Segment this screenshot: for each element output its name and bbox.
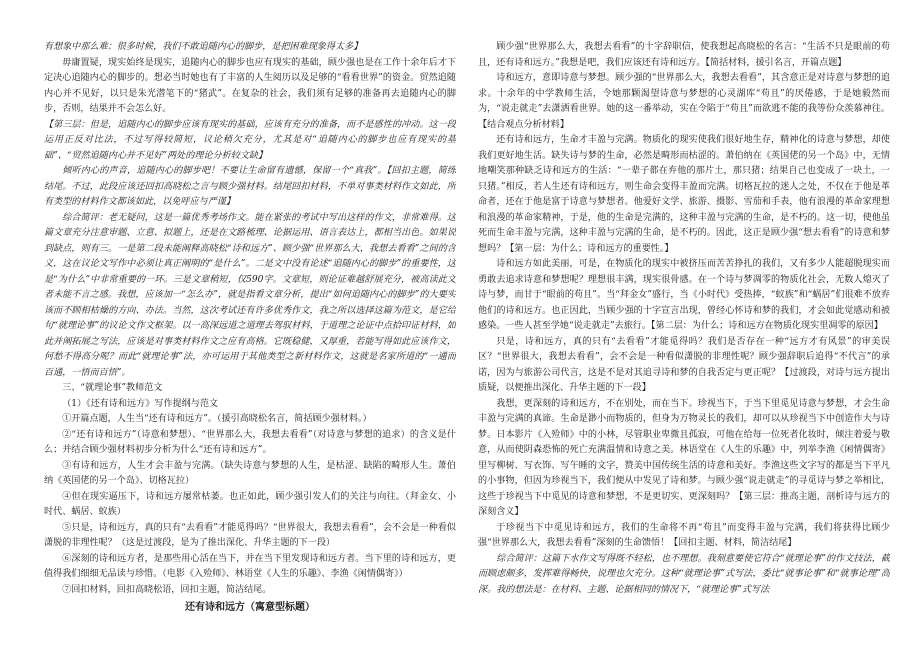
left-column-paragraph: ③有诗和远方，人生才会丰盈与完满。（缺失诗意与梦想的人生，是枯涩、缺陷的畸形人生。萧伯纳《英国佬的另一个岛》、切格瓦拉） xyxy=(44,460,456,486)
right-column-paragraph: 我想，更深刻的诗和远方，不在别处，而在当下。珍视当下，于当下里觅见诗意与梦想，才会生命丰盈与完满的真谛。生命是渺小而物质的，但身为万物灵长的我们，却可以从珍视当下中创造作大与诗梦。日本影片《入殓师》中的小林，尽管职业卑微且孤寂，可他在给每一位死者化妆时，倾注着爱与敬意，从而使阴森恐怖的死亡充满温情和诗意之美。林语堂在《人生的乐趣》中，列举李渔《闲情偶寄》里写柳树、写衣饰、写午睡的文字，赞美中国传统生活的诗意和美好。李渔这些文字写的都是当下平凡的小事物，但因为珍视当下，我们便从中发见了诗和梦。与顾少强“说走就走”的寻觅诗与梦之举相比，这些于珍视当下中觅见的诗意和梦想，不是更切实、更深刻吗？【第三层：推高主题，剖析诗与远方的深刻含义】 xyxy=(478,398,890,517)
left-column-paragraph: （1）《还有诗和远方》写作提纲与范文 xyxy=(62,398,219,409)
left-column-paragraph: 倾听内心的声音，追随内心的脚步吧！不要让生命留有遗憾，保留一个“真我”。【回扣主题，简练结尾。不过，此段应该还回扣高晓松之言与顾少强材料。结尾回扣材料，不单对事类材料作文如此，所有类型的材料作文都该如此，以免呼应与严谨】 xyxy=(44,166,456,207)
left-column-paragraph: ⑥深刻的诗和远方者，是那些用心活在当下，并在当下里发现诗和远方者。当下里的诗和远方，更值得我们细细无品读与珍惜。（电影《入殓师》、林语堂《人生的乐趣》、李渔《闲情偶寄》） xyxy=(44,553,456,579)
left-column-paragraph: 毋庸置疑，现实始终是现实，追随内心的脚步也应有现实的基础，顾少强也是在工作十余年后才下定决心追随内心的脚步的。想必当时她也有了丰富的人生阅历以及足够的“看看世界”的资金。贸然追随内心并不见好，以只是朱光潜笔下的“猪武”。在复杂的社会，我们须有足够的准备再去追随内心的脚步，否则，结果并不会怎么好。 xyxy=(44,57,456,114)
left-column-paragraph: ①开篇点题，人生当“还有诗和远方”。（援引高晓松名言，简括顾少强材料。） xyxy=(62,414,372,424)
left-column-paragraph: ④但在现实逼压下，诗和远方屡常枯萎。也正如此，顾少强引发人们的关注与向往。（拜金女、小时代、蜗居、蚁族） xyxy=(44,491,456,517)
right-column xyxy=(478,40,890,640)
left-column xyxy=(44,40,456,640)
left-column-paragraph: 三、“就理论事”教师范文 xyxy=(62,383,163,393)
right-column-paragraph: 只是，诗和远方，真的只有“去看看”才能觅得吗？我们是否存在一种“远方才有风景”的审美误区？“世界很大，我想去看看”，会不会是一种看似潇脱的非理性呢？顾少强辞职后追得“不代言”的承诺，因为与旅游公司代言，这是不是对其追寻诗和梦的自我否定与更正呢？【过渡段，对诗与远方提出质疑，以便推出深化、升华主题的下一段】 xyxy=(478,336,890,393)
left-column-paragraph: 综合简评：老无疑问，这是一篇优秀考场作文。能在紧张的考试中写出这样的作文，非常难得。这篇文章充分注意审题、立意、拟题上，还是在文路梳理、论据运用、语言表达上，都相当出色。如果说到缺点，则有三。一是第二段未能阐释高晓松“诗和远方”、顾少强“世界那么大，我想去看看”之间的含义，这在议论文写作中必须让真正阐明的“是什么”。二是文中没有论述“追随内心的脚步”的重要性，这是“为什么”中非常重要的一环。三是文章稍短，仅590字。文章短，则论证难越舒展充分，被高读此文者未能不言之感。我想，应该加一“怎么办”，就是指看文章分析，提出“如何追随内心的脚步”的大要实该而不顾相枯燥的方向、办法。当然，这次考试还有许多优秀作文，我之所以选择这篇为范文，是它给句“就理论事”的议论文作文框架。以一高深远道之道理去驾驭材料，于道理之论证中点拾印证材料，如此并阐拓展之写法，应该是对事类材料作文之应有高格。它既稳健，又厚重，若能写得如此应该作文，何愁不得高分呢？而此“就理论事”法，亦可运用于其他类型之新材料作文，这就是名家所道的“一通而百通，一悟而百悟”。 xyxy=(44,212,456,378)
right-column-paragraph: 还有诗和远方，生命才丰盈与完满。物质化的现实使我们很好地生存，精神化的诗意与梦想，却使我们更好地生活。缺失诗与梦的生命，必然是畸形而枯涩的。萧伯纳在《英国佬的另一个岛》中，无情地嘲笑那种缺乏诗和远方的生活：“一辈子都在弃他的那片土，那只猪；结果自己也变成了一块土，一只猪。”相反，若人生还有诗和远方，则生命会变得丰盈而完满。切格瓦拉的迷人之处，不仅在于他是革命者，还在于他是富于诗意与梦想者。他爱好文学、旅游、摄影、雪茄和手表，他有浪漫的革命家理想和浪漫的革命家精神，于是，他的生命是完满的，这种丰盈与完满的生命，是不朽的。这一切，使他虽死而生命丰盈与完满，这种丰盈与完满的生命，是不朽的。因此，这正是顾少强“想去看看”的诗意和梦想吗？【第一层：为什么；诗和远方的重要性。】 xyxy=(478,135,890,254)
right-column-paragraph: 诗和远方，意即诗意与梦想。顾少强的“世界那么大，我想去看看”，其含意正是对诗意与梦想的追求。十余年的中学教师生活，令她那颗渴望诗意与梦想的心灵湖库“苟且”的厌倦感，于是她毅然而为，“说走就走”去潇洒看世界。她的这一番举动，实在令陷于“苟且”而欲逃不能的我等份众羡慕神往。【结合观点分析材料】 xyxy=(478,73,890,130)
left-column-paragraph: ⑤只是，诗和远方，真的只有“去看看”才能觅得吗？“世界很大，我想去看看”，会不会是一种看似潇脱的非理性呢？（这是过渡段，是为了推出深化、升华主题的下一段） xyxy=(44,522,456,548)
left-column-paragraph: ⑦回扣材料，回扣高晓松语，回扣主题，简洁结尾。 xyxy=(62,584,272,595)
left-column-paragraph: ②“还有诗和远方”（诗意和梦想）、“世界那么大，我想去看看”（对诗意与梦想的追求）的含义是什么；并结合顾少强材料初步分析为什么“还有诗和远方”。 xyxy=(44,429,456,455)
right-column-paragraph: 综合简评：这篇下水作文写得既不轻松，也不理想。我刻意要使它符合“就理论事”的作文技法，截而顾虑颇多，发挥难得畅快，说理也欠充分。这种“就理论事”式写法，委比“就事论事”和“就事论理”高深。我的想法是：在材料、主题、论据相同的情况下，“就理论事”式写法 xyxy=(478,553,890,595)
left-column-paragraph: 有想象中那么难；很多时候，我们不敢追随内心的脚步，是把困难现象得太多】 xyxy=(44,42,363,52)
right-column-paragraph: 顾少强“世界那么大，我想去看看”的十字辞职信，使我想起高晓松的名言：“生活不只是眼前的苟且，还有诗和远方。”我想是吧，我们应该还有诗和远方。【简括材料，援引名言，开篇点题】 xyxy=(478,42,890,68)
essay-title: 还有诗和远方（寓意型标题） xyxy=(185,602,315,613)
right-column-paragraph: 于珍视当下中觅见诗和远方，我们的生命将不再“苟且”而变得丰盈与完满，我们将获得比顾少强“世界那么大，我想去看看”深刻的生命馈悟！【回扣主题、材料，简洁结尾】 xyxy=(478,522,890,548)
right-column-paragraph: 诗和远方如此美丽，可是，在物质化的现实中被挤压而苦苦挣扎的我们，又有多少人能超脱现实而勇敢去追求诗意和梦想呢？理想很丰满，现实很骨感。在一个诗与梦凋零的物质化社会，无数人熄灭了诗与梦，而甘于“眼前的苟且”。当“拜金女”盛行，当《小时代》受热捧，“蚁族”和“蜗居”们很难不放弃他们的诗和远方。也正因此，当顾少强的十字宣言出现，曾经心怀诗和梦的我们，才会如此觉感动和被感染。一些人甚至学她“说走就走”去旅行。【第二层：为什么；诗和远方在物质化现实里凋零的原因】 xyxy=(478,259,890,331)
left-column-paragraph: 【第三层：但是，追随内心的脚步应该有现实的基础，应该有充分的准备，而不是感性的冲动。这一段运用正反对比法，不过写得较简短，议论稍欠充分，尤其是对“追随内心的脚步也应有现实的基础”、“贸然追随内心并不见好”两处的理论分析较文缺】 xyxy=(44,119,456,161)
